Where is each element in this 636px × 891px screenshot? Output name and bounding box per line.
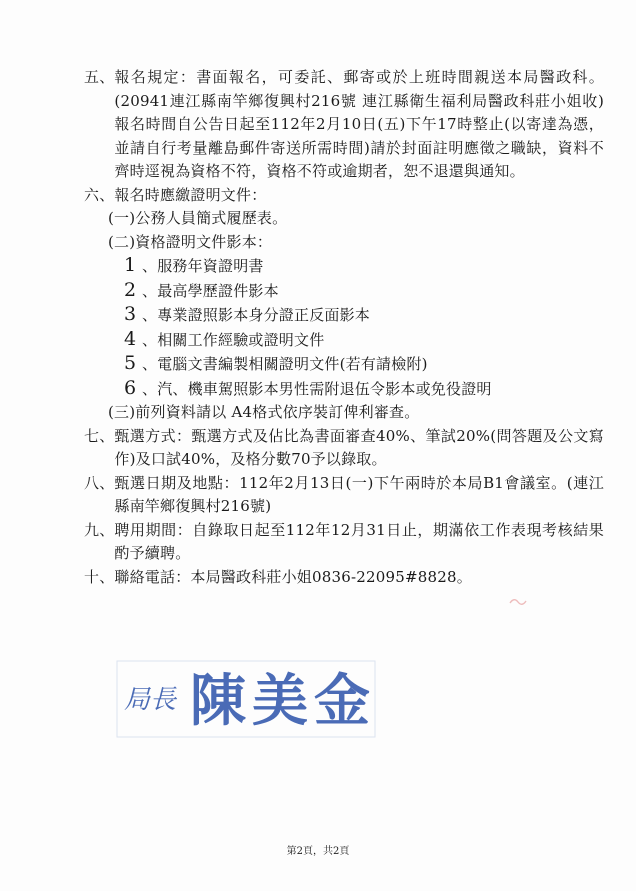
section-text: 報名時應繳證明文件：	[114, 185, 267, 204]
section-5	[84, 66, 604, 184]
doc-list-text: 、電腦文書編製相關證明文件(若有請檢附)	[142, 355, 428, 373]
doc-list-item	[84, 377, 604, 402]
section-number: 八、	[84, 473, 115, 492]
doc-list-index: 1	[124, 254, 137, 276]
doc-list-text: 、服務年資證明書	[142, 257, 264, 275]
doc-list-item	[84, 254, 604, 279]
doc-list-text: 、相關工作經驗或證明文件	[142, 330, 325, 349]
section-text: 報名規定：書面報名，可委託、郵寄或於上班時間親送本局醫政科。(20941連江縣南竿鄉復興村216號 連江縣衛生福利局醫政科莊小姐收)報名時間自公告日起至112年2月10日(五)下午17時整止(以寄達為憑，並請自行考量離島郵件寄送所需時間)請於封面註明應徵之職缺，資料不齊時逕視為資格不符，資格不符或逾期者，恕不退還與通知。	[114, 68, 604, 180]
doc-list-item	[84, 279, 604, 304]
section-number: 九、	[84, 520, 115, 539]
doc-list-item	[84, 328, 604, 353]
section-text: 聯絡電話：本局醫政科莊小姐0836-22095#8828。	[114, 567, 472, 586]
section-text: 甄選方式：甄選方式及佔比為書面審查40%、筆試20%(問答題及公文寫作)及口試40%，及格分數70予以錄取。	[114, 426, 604, 468]
section-7	[84, 425, 604, 472]
doc-list-text: 、汽、機車駕照影本男性需附退伍令影本或免役證明	[142, 379, 492, 398]
sub-item-2: (二)資格證明文件影本：	[108, 232, 273, 251]
director-stamp	[116, 658, 376, 740]
red-smudge	[508, 596, 528, 608]
section-number: 五、	[84, 68, 115, 86]
page-footer: 第2頁，共2頁	[286, 846, 350, 857]
doc-list-text: 、最高學歷證件影本	[142, 281, 279, 300]
doc-list-item	[84, 303, 604, 328]
document-body	[84, 66, 604, 589]
section-6	[84, 184, 604, 208]
section-text: 甄選日期及地點：112年2月13日(一)下午兩時於本局B1會議室。(連江縣南竿鄉復興村216號)	[114, 473, 604, 515]
doc-list-index: 4	[124, 327, 137, 350]
doc-list-index: 6	[124, 376, 137, 399]
section-text: 聘用期間：自錄取日起至112年12月31日止，期滿依工作表現考核結果酌予續聘。	[114, 520, 604, 562]
section-number: 十、	[84, 567, 115, 586]
doc-list-index: 2	[124, 278, 137, 301]
section-9	[84, 519, 604, 566]
section-number: 七、	[84, 426, 115, 445]
doc-list-item	[84, 352, 604, 377]
doc-list-text: 、專業證照影本身分證正反面影本	[142, 306, 371, 324]
sub-item-1: (一)公務人員簡式履歷表。	[108, 209, 288, 227]
sub-item-3: (三)前列資料請以 A4格式依序裝訂俾利審查。	[108, 403, 420, 421]
section-10	[84, 566, 604, 590]
stamp-name: 陳美金	[190, 668, 376, 734]
doc-list-index: 3	[124, 303, 137, 325]
section-8	[84, 472, 604, 519]
doc-list-index: 5	[124, 352, 137, 374]
stamp-title: 局長	[124, 685, 177, 715]
section-number: 六、	[84, 185, 115, 204]
